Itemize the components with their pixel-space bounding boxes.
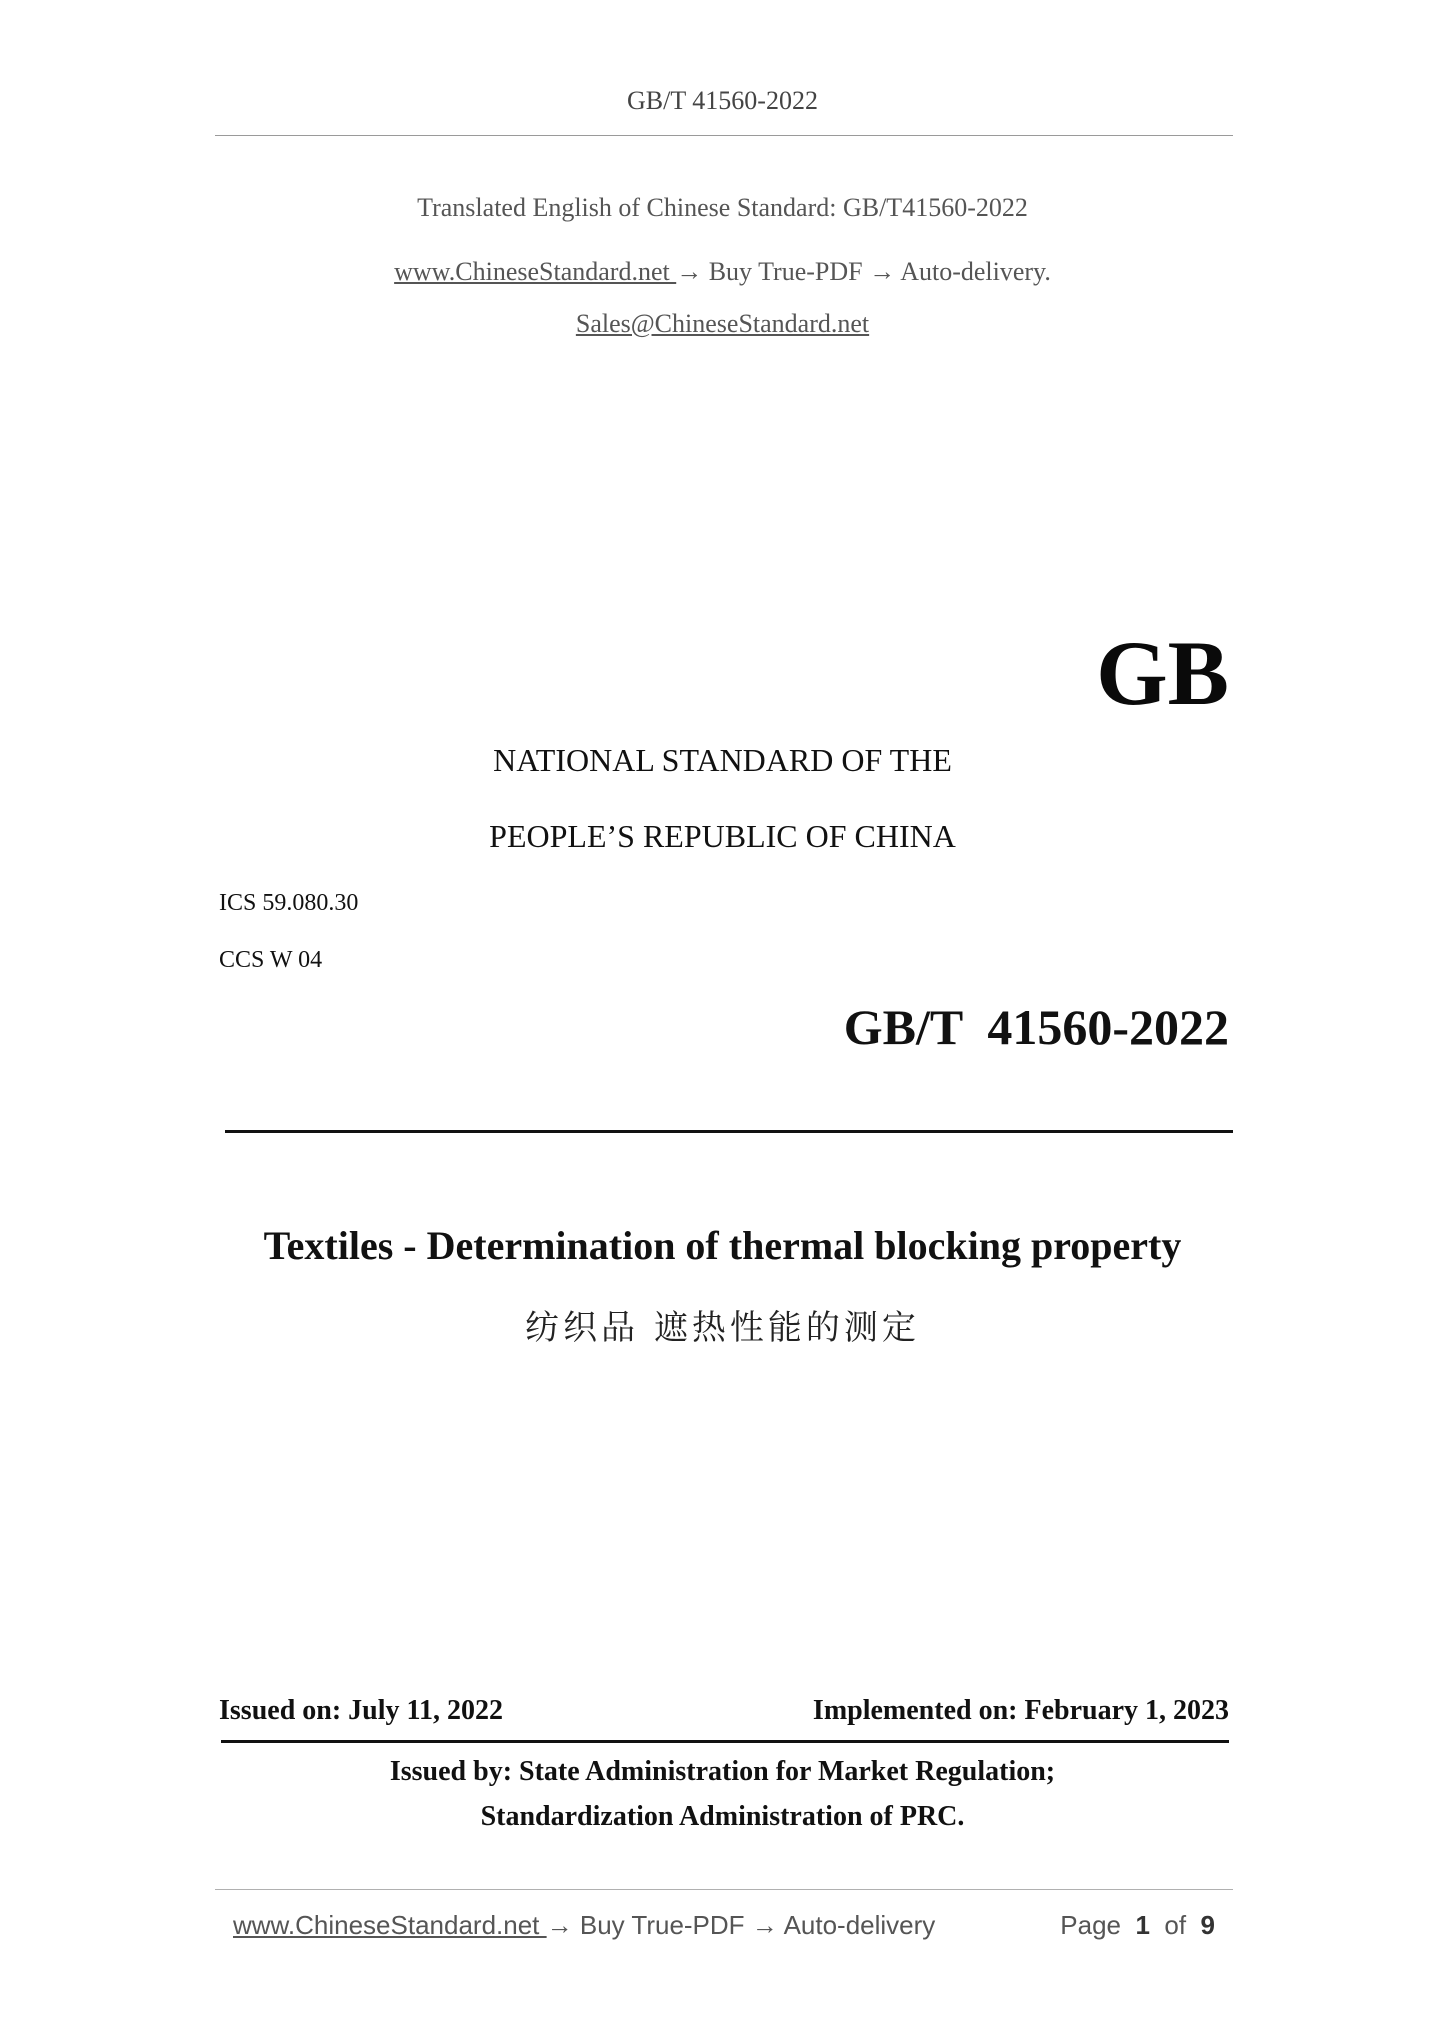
footer-links [233,1910,935,1941]
ics-code: ICS 59.080.30 [219,890,359,916]
arrow-right-icon: → [676,257,703,286]
footer-buy-text: Buy True-PDF [572,1910,752,1940]
title-english: Textiles - Determination of thermal blocking property [263,1223,1182,1268]
buy-text: Buy True-PDF [702,257,870,286]
page-current: 1 [1135,1910,1150,1940]
translation-note: Translated English of Chinese Standard: GB/T41560-2022 [417,193,1028,222]
footer-divider [215,1889,1233,1890]
running-header: GB/T 41560-2022 [627,86,818,115]
title-divider [225,1130,1233,1133]
issue-divider [221,1740,1229,1743]
national-standard-line2: PEOPLE’S REPUBLIC OF CHINA [489,818,956,854]
issuer-line2: Standardization Administration of PRC. [480,1801,965,1832]
issued-date: Issued on: July 11, 2022 [219,1695,503,1726]
site-link[interactable]: www.ChineseStandard.net [394,257,677,286]
national-standard-line1: NATIONAL STANDARD OF THE [493,742,952,778]
ccs-code: CCS W 04 [219,947,323,973]
footer-auto-text: Auto-delivery [777,1910,936,1940]
page-label: Page [1060,1910,1122,1940]
implemented-date: Implemented on: February 1, 2023 [812,1695,1229,1726]
issuer-line1: Issued by: State Administration for Market Regulation; [389,1756,1056,1787]
arrow-right-icon: → [751,1910,778,1940]
page-of: of [1164,1910,1187,1940]
footer-site-link[interactable]: www.ChineseStandard.net [233,1910,547,1940]
header-divider [215,135,1233,136]
gb-mark: GB [1096,622,1229,724]
arrow-right-icon: → [869,257,896,286]
email-link[interactable]: Sales@ChineseStandard.net [575,309,870,338]
auto-delivery-text: Auto-delivery. [895,257,1051,286]
page-total: 9 [1200,1910,1215,1940]
arrow-right-icon: → [546,1910,573,1940]
sales-email [0,309,1445,339]
title-chinese: 纺织品 遮热性能的测定 [525,1308,920,1348]
purchase-links [0,257,1445,287]
page-indicator [1060,1910,1215,1941]
standard-number: GB/T 41560-2022 [843,999,1229,1055]
